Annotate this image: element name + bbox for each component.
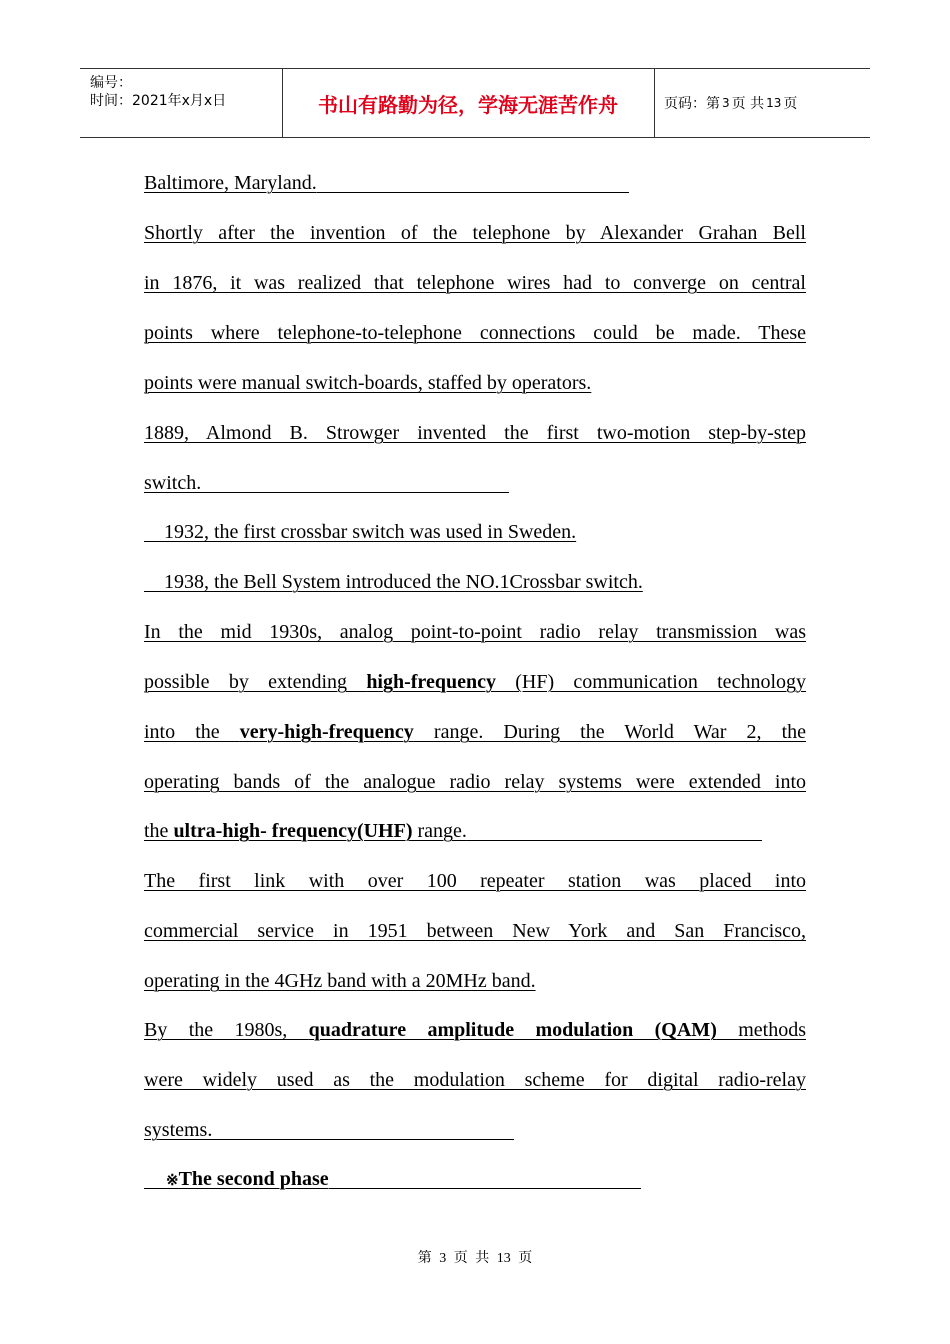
page-number: 3 [722,96,730,110]
text-line: were widely used as the modulation scheme for digital radio-relay [144,1069,806,1091]
text-line [144,1018,806,1042]
text-line: Shortly after the invention of the telephone by Alexander Grahan Bell [144,222,806,244]
reference-mark-icon: ※ [166,1173,179,1189]
text-line [144,670,806,694]
page-total: 13 [766,96,782,110]
text-line [144,171,629,195]
text-run: (HF) communication technology [495,671,806,693]
text-run: possible by extending [144,671,367,693]
text-line [144,720,806,744]
text-line [144,819,762,843]
text-line: 1889, Almond B. Strowger invented the first two-motion step-by-step [144,422,806,444]
text-line: operating bands of the analogue radio relay systems were extended into [144,771,806,793]
number-label: 编号： [90,75,132,91]
text-run: By the 1980s, [144,1019,309,1041]
header-meta-cell [80,69,283,137]
text-line: 1938, the Bell System introduced the NO.1Crossbar switch. [144,571,643,593]
time-label: 时间：2021年x月x日 [90,93,227,109]
section-heading [144,1167,641,1193]
underline-fill [144,1187,166,1189]
text-run: range. During the World War 2, the [413,721,807,743]
underline-fill [317,191,629,193]
bold-term: ultra-high- frequency(UHF) [173,820,413,842]
text-line: In the mid 1930s, analog point-to-point radio relay transmission was [144,621,806,643]
text-line [144,471,509,495]
text-line: operating in the 4GHz band with a 20MHz band. [144,970,536,992]
bold-term: very-high-frequency [239,721,414,743]
section-title: The second phase [178,1168,329,1190]
document-header [80,68,870,138]
text-line: in 1876, it was realized that telephone wires had to converge on central [144,272,806,294]
text-line: points were manual switch-boards, staffed by operators. [144,372,592,394]
text-run: range. [412,820,467,842]
underline-fill [212,1138,514,1140]
page-prefix: 页码：第 [664,96,720,112]
line-text: systems. [144,1119,213,1141]
page-suffix: 页 [783,96,798,112]
text-run: methods [716,1019,806,1041]
text-line: commercial service in 1951 between New York and San Francisco, [144,920,806,942]
underline-fill [467,839,762,841]
text-line: 1932, the first crossbar switch was used in Sweden. [144,521,577,543]
text-line: points where telephone-to-telephone connections could be made. These [144,322,806,344]
line-text: Baltimore, Maryland. [144,172,317,194]
line-text: switch. [144,472,202,494]
text-run: the [144,820,174,842]
bold-term: high-frequency [366,671,496,693]
page-mid: 页 共 [731,96,765,112]
underline-fill [329,1187,641,1189]
text-run: into the [144,721,240,743]
page-footer: 第 3 页 共 13 页 [417,1251,533,1266]
text-line [144,1118,514,1142]
header-page-info [655,69,870,137]
text-line: The first link with over 100 repeater station was placed into [144,870,806,892]
header-motto: 书山有路勤为径，学海无涯苦作舟 [282,69,655,137]
bold-term: quadrature amplitude modulation (QAM) [308,1019,717,1041]
underline-fill [201,491,509,493]
